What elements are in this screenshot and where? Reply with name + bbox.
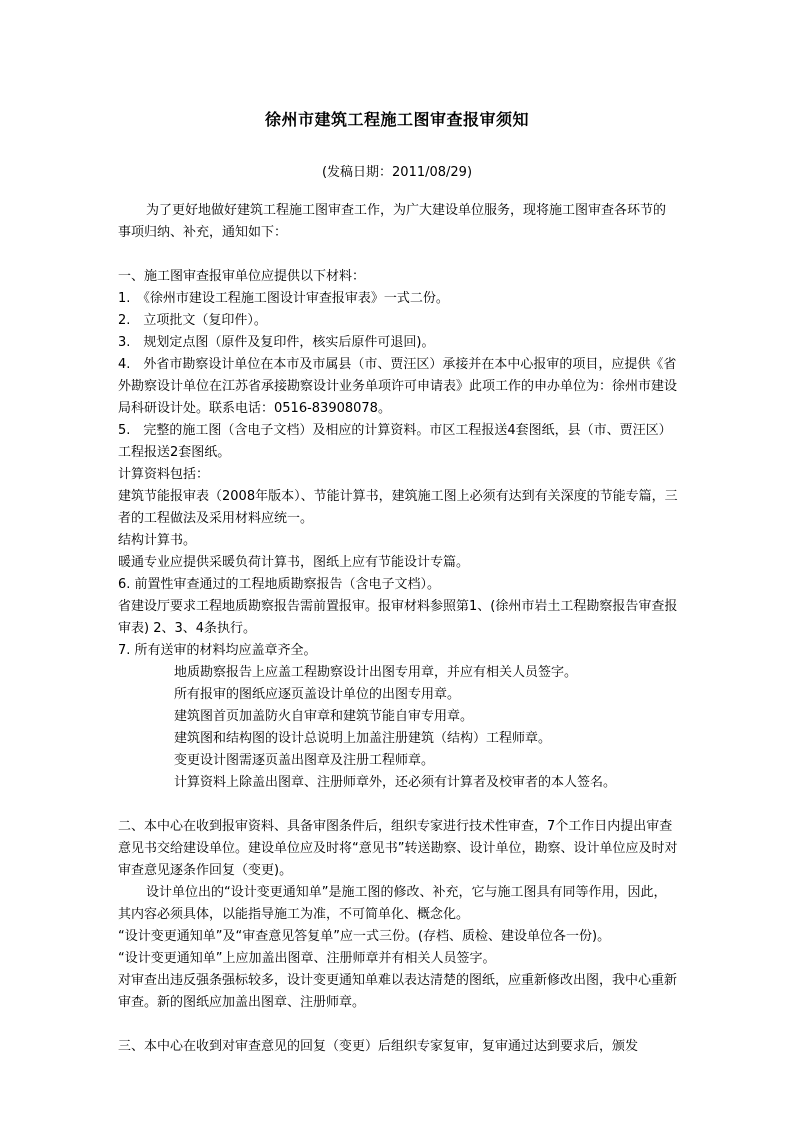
section1-item-1: 1. 《徐州市建设工程施工图设计审查报审表》一式二份。 [118, 291, 449, 306]
section1-item-7: 7. 所有送审的材料均应盖章齐全。 [118, 643, 317, 658]
stamp-item: 所有报审的图纸应逐页盖设计单位的出图专用章。 [174, 687, 461, 702]
calc-item-hvac: 暖通专业应提供采暖负荷计算书，图纸上应有节能设计专篇。 [118, 555, 470, 570]
section2-paragraph-1: 二、本中心在收到报审资料、具备审图条件后，组织专家进行技术性审查，7个工作日内提出审查意见书交给建设单位。建设单位应及时将“意见书”转送勘察、设计单位，勘察、设计单位应及时对审查意见逐条作回复（变更)。 [118, 819, 678, 878]
spacer [118, 794, 678, 816]
section1-item-4: 4. 外省市勘察设计单位在本市及市属县（市、贾汪区）承接并在本中心报审的项目，应提供《省外勘察设计单位在江苏省承接勘察设计业务单项许可申请表》此项工作的申办单位为：徐州市建设局科研设计处。联系电话：0516-83908078。 [118, 357, 678, 416]
section1-item-2: 2. 立项批文（复印件）。 [118, 313, 267, 328]
stamp-item: 计算资料上除盖出图章、注册师章外，还必须有计算者及校审者的本人签名。 [174, 775, 617, 790]
stamp-item: 地质勘察报告上应盖工程勘察设计出图专用章，并应有相关人员签字。 [174, 665, 578, 680]
calc-heading: 计算资料包括： [118, 467, 210, 482]
spacer [118, 244, 678, 266]
section1-item-6-note: 省建设厅要求工程地质勘察报告需前置报审。报审材料参照第1、(徐州市岩土工程勘察报告审查报审表) 2、3、4条执行。 [118, 599, 678, 636]
section2-paragraph-4: “设计变更通知单”上应加盖出图章、注册师章并有相关人员签字。 [118, 951, 496, 966]
publish-date: (发稿日期：2011/08/29) [321, 165, 473, 180]
section2-paragraph-3: “设计变更通知单”及“审查意见答复单”应一式三份。(存档、质检、建设单位各一份)。 [118, 929, 611, 944]
intro-paragraph: 为了更好地做好建筑工程施工图审查工作，为广大建设单位服务，现将施工图审查各环节的事项归纳、补充，通知如下： [118, 203, 667, 240]
document-title: 徐州市建筑工程施工图审查报审须知 [264, 110, 529, 129]
stamp-item: 建筑图首页加盖防火自审章和建筑节能自审专用章。 [174, 709, 474, 724]
section1-heading: 一、施工图审查报审单位应提供以下材料： [118, 269, 366, 284]
section3-paragraph-1: 三、本中心在收到对审查意见的回复（变更）后组织专家复审，复审通过达到要求后，颁发 [118, 1039, 639, 1054]
spacer [118, 1014, 678, 1036]
section2-paragraph-5: 对审查出违反强条强标较多，设计变更通知单难以表达清楚的图纸，应重新修改出图，我中心重新审查。新的图纸应加盖出图章、注册师章。 [118, 973, 678, 1010]
stamp-item: 变更设计图需逐页盖出图章及注册工程师章。 [174, 753, 435, 768]
section1-item-5: 5. 完整的施工图（含电子文档）及相应的计算资料。市区工程报送4套图纸，县（市、贾汪区）工程报送2套图纸。 [118, 423, 672, 460]
document-body [118, 200, 678, 1058]
section1-item-6: 6. 前置性审查通过的工程地质勘察报告（含电子文档）。 [118, 577, 441, 592]
section2-paragraph-2: 设计单位出的“设计变更通知单”是施工图的修改、补充，它与施工图具有同等作用，因此，其内容必须具体，以能指导施工为准，不可简单化、概念化。 [118, 885, 667, 922]
calc-item-structure: 结构计算书。 [118, 533, 197, 548]
section1-item-3: 3. 规划定点图（原件及复印件，核实后原件可退回)。 [118, 335, 435, 350]
calc-item-energy: 建筑节能报审表（2008年版本）、节能计算书，建筑施工图上必须有达到有关深度的节能专篇，三者的工程做法及采用材料应统一。 [118, 489, 678, 526]
stamp-item: 建筑图和结构图的设计总说明上加盖注册建筑（结构）工程师章。 [174, 731, 552, 746]
